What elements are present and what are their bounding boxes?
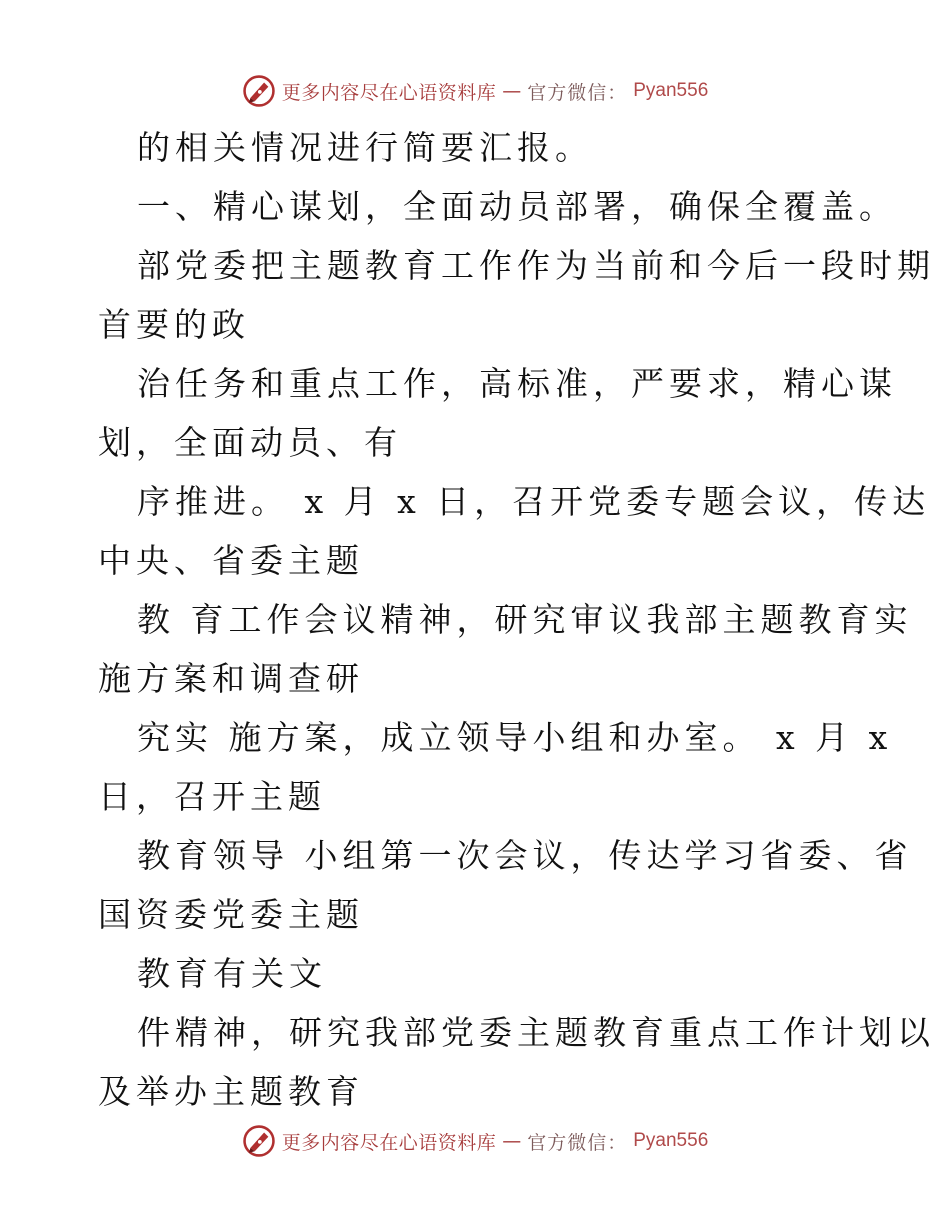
text-line: 究实 施方案，成立领导小组和办室。 x 月 x bbox=[137, 718, 893, 757]
watermark-footer bbox=[0, 1121, 950, 1161]
text-line: 部党委把主题教育工作作为当前和今后一段时期 bbox=[137, 246, 935, 285]
watermark-text: 更多内容尽在心语资料库 bbox=[281, 1131, 497, 1154]
watermark-dash: — bbox=[502, 80, 522, 102]
text-line: 序推进。 x 月 x 日，召开党委专题会议，传达 bbox=[137, 482, 931, 521]
pen-logo-icon bbox=[242, 1124, 276, 1158]
text-line: 国资委党委主题 bbox=[98, 895, 364, 934]
watermark-wechat-label: 官方微信： bbox=[527, 1131, 628, 1154]
text-line: 首要的政 bbox=[98, 305, 250, 344]
watermark-wechat-id: Pyan556 bbox=[633, 80, 709, 101]
text-line: 施方案和调查研 bbox=[98, 659, 364, 698]
text-line: 教育有关文 bbox=[137, 954, 327, 993]
watermark-text: 更多内容尽在心语资料库 bbox=[281, 81, 497, 104]
watermark-dash: — bbox=[502, 1130, 522, 1152]
watermark-wechat-label: 官方微信： bbox=[527, 81, 628, 104]
text-line: 件精神，研究我部党委主题教育重点工作计划以 bbox=[137, 1013, 935, 1052]
text-line: 教育领导 小组第一次会议，传达学习省委、省 bbox=[137, 836, 913, 875]
text-line: 日，召开主题 bbox=[98, 777, 326, 816]
text-line: 的相关情况进行简要汇报。 bbox=[137, 128, 593, 167]
text-line: 治任务和重点工作，高标准，严要求，精心谋 bbox=[137, 364, 897, 403]
text-line: 中央、省委主题 bbox=[98, 541, 364, 580]
pen-logo-icon bbox=[242, 74, 276, 108]
text-line: 及举办主题教育 bbox=[98, 1072, 364, 1111]
text-line: 划，全面动员、有 bbox=[98, 423, 402, 462]
section-heading: 一、精心谋划，全面动员部署，确保全覆盖。 bbox=[137, 187, 897, 226]
watermark-header bbox=[0, 71, 950, 111]
text-line: 教 育工作会议精神，研究审议我部主题教育实 bbox=[137, 600, 913, 639]
watermark-wechat-id: Pyan556 bbox=[633, 1130, 709, 1151]
